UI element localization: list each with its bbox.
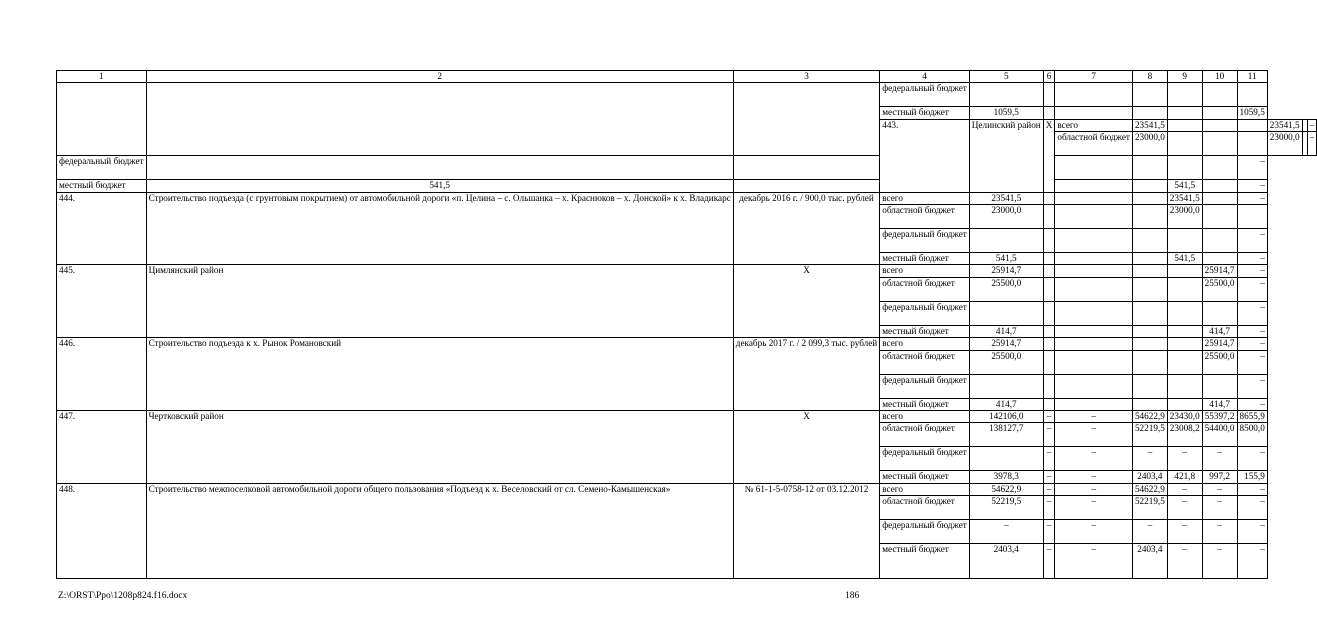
value-cell: –	[1055, 496, 1133, 520]
value-cell: –	[1237, 301, 1267, 325]
column-header-3: 3	[733, 71, 879, 83]
value-cell	[733, 156, 879, 180]
funding-source-cell: всего	[880, 411, 970, 423]
value-cell: 997,2	[1202, 471, 1237, 483]
value-cell	[1132, 107, 1167, 119]
value-cell	[1237, 119, 1267, 131]
value-cell	[1167, 398, 1202, 410]
row-number-cell: 446.	[57, 338, 147, 411]
funding-source-cell: областной бюджет	[1055, 132, 1133, 156]
funding-source-cell: всего	[880, 192, 970, 204]
funding-source-cell: местный бюджет	[880, 325, 970, 337]
value-cell: –	[1237, 277, 1267, 301]
funding-source-cell: федеральный бюджет	[880, 520, 970, 544]
value-cell	[1055, 265, 1133, 277]
value-cell	[1055, 180, 1133, 192]
funding-source-cell: всего	[880, 265, 970, 277]
value-cell	[1132, 205, 1167, 229]
column-header-11: 11	[1237, 71, 1267, 83]
value-cell: –	[1237, 483, 1267, 495]
value-cell: –	[1237, 496, 1267, 520]
value-cell	[1043, 374, 1055, 398]
value-cell	[1202, 301, 1237, 325]
value-cell: –	[1043, 544, 1055, 579]
value-cell	[1167, 338, 1202, 350]
value-cell	[1043, 301, 1055, 325]
value-cell	[1167, 132, 1202, 156]
value-cell	[1202, 119, 1237, 131]
total-value-cell: 3978,3	[969, 471, 1043, 483]
funding-source-cell: всего	[1055, 119, 1133, 131]
deadline-cell: декабрь 2016 г. / 900,0 тыс. рублей	[733, 192, 879, 265]
value-cell: –	[1307, 132, 1317, 156]
value-cell: 2403,4	[1132, 471, 1167, 483]
value-cell	[1132, 374, 1167, 398]
value-cell	[1055, 205, 1133, 229]
value-cell	[1043, 229, 1055, 253]
total-value-cell: 54622,9	[969, 483, 1043, 495]
value-cell: –	[1043, 447, 1055, 471]
table-row	[57, 411, 1317, 423]
value-cell	[1043, 83, 1055, 107]
value-cell: 2403,4	[1132, 544, 1167, 579]
value-cell	[1132, 301, 1167, 325]
total-value-cell: 25500,0	[969, 350, 1043, 374]
value-cell: –	[1307, 119, 1317, 131]
value-cell: –	[1202, 483, 1237, 495]
table-row	[57, 338, 1317, 350]
value-cell	[1167, 229, 1202, 253]
value-cell: –	[1132, 447, 1167, 471]
funding-source-cell: федеральный бюджет	[880, 229, 970, 253]
value-cell: 8500,0	[1237, 423, 1267, 447]
value-cell	[1202, 180, 1237, 192]
deadline-cell: X	[733, 411, 879, 484]
value-cell: –	[1132, 520, 1167, 544]
value-cell	[1237, 132, 1267, 156]
deadline-cell: декабрь 2017 г. / 2 099,3 тыс. рублей	[733, 338, 879, 411]
footer-file-path: Z:\ORST\Ppo\1208p824.f16.docx	[58, 591, 188, 601]
total-value-cell	[969, 301, 1043, 325]
value-cell: –	[1043, 471, 1055, 483]
value-cell: –	[1202, 447, 1237, 471]
value-cell: 52219,5	[1132, 423, 1167, 447]
footer-page-number: 186	[845, 591, 860, 601]
value-cell	[1167, 119, 1202, 131]
value-cell	[1132, 398, 1167, 410]
value-cell: 541,5	[1167, 253, 1202, 265]
value-cell: 155,9	[1237, 471, 1267, 483]
value-cell: –	[1043, 411, 1055, 423]
total-value-cell: 414,7	[969, 398, 1043, 410]
value-cell: –	[1237, 229, 1267, 253]
value-cell	[1132, 325, 1167, 337]
value-cell	[733, 180, 879, 192]
value-cell	[1202, 253, 1237, 265]
row-number-cell: 447.	[57, 411, 147, 484]
value-cell: –	[1237, 156, 1267, 180]
column-header-1: 1	[57, 71, 147, 83]
value-cell: –	[1055, 447, 1133, 471]
value-cell	[1055, 325, 1133, 337]
value-cell	[1237, 205, 1267, 229]
total-value-cell: 414,7	[969, 325, 1043, 337]
table-row	[57, 180, 1317, 192]
total-value-cell	[969, 229, 1043, 253]
row-number-cell: 444.	[57, 192, 147, 265]
value-cell: 541,5	[1167, 180, 1202, 192]
row-number-cell: 448.	[57, 483, 147, 578]
value-cell	[1202, 229, 1237, 253]
value-cell	[1132, 156, 1167, 180]
value-cell	[1167, 374, 1202, 398]
value-cell: –	[1202, 544, 1237, 579]
value-cell	[1167, 301, 1202, 325]
table-row	[57, 192, 1317, 204]
deadline-cell	[733, 83, 879, 156]
value-cell	[1132, 277, 1167, 301]
funding-source-cell: федеральный бюджет	[880, 83, 970, 107]
value-cell	[1043, 398, 1055, 410]
funding-source-cell: федеральный бюджет	[880, 374, 970, 398]
total-value-cell: 138127,7	[969, 423, 1043, 447]
value-cell	[1202, 205, 1237, 229]
value-cell	[1167, 265, 1202, 277]
column-header-5: 5	[969, 71, 1043, 83]
value-cell	[1202, 83, 1237, 107]
funding-source-cell: федеральный бюджет	[57, 156, 147, 180]
column-header-9: 9	[1167, 71, 1202, 83]
funding-source-cell: областной бюджет	[880, 350, 970, 374]
value-cell	[1055, 83, 1133, 107]
funding-source-cell: областной бюджет	[880, 496, 970, 520]
value-cell: –	[1043, 496, 1055, 520]
value-cell: –	[1167, 447, 1202, 471]
value-cell	[1043, 277, 1055, 301]
total-value-cell	[969, 83, 1043, 107]
column-header-10: 10	[1202, 71, 1237, 83]
value-cell	[1202, 374, 1237, 398]
value-cell	[1132, 253, 1167, 265]
funding-source-cell: областной бюджет	[880, 205, 970, 229]
value-cell: –	[1055, 471, 1133, 483]
object-name-cell: Строительство подъезда к х. Рынок Романовский	[146, 338, 733, 411]
value-cell: –	[1237, 253, 1267, 265]
deadline-cell: № 61-1-5-0758-12 от 03.12.2012	[733, 483, 879, 578]
total-value-cell: 25500,0	[969, 277, 1043, 301]
value-cell: 23000,0	[1167, 205, 1202, 229]
value-cell	[1043, 192, 1055, 204]
funding-source-cell: местный бюджет	[880, 253, 970, 265]
row-number-cell: 443.	[880, 119, 970, 192]
total-value-cell	[969, 374, 1043, 398]
value-cell	[1132, 229, 1167, 253]
value-cell: –	[1237, 447, 1267, 471]
funding-source-cell: местный бюджет	[57, 180, 147, 192]
table-row	[57, 156, 1317, 180]
value-cell: –	[1043, 423, 1055, 447]
value-cell: 23541,5	[1167, 192, 1202, 204]
value-cell: –	[1055, 411, 1133, 423]
value-cell	[1055, 350, 1133, 374]
total-value-cell: 25914,7	[969, 338, 1043, 350]
funding-source-cell: всего	[880, 483, 970, 495]
value-cell: –	[1237, 338, 1267, 350]
funding-source-cell: местный бюджет	[880, 471, 970, 483]
value-cell: –	[1055, 544, 1133, 579]
value-cell: –	[1237, 398, 1267, 410]
total-value-cell: 541,5	[146, 180, 733, 192]
value-cell: –	[1237, 544, 1267, 579]
object-name-cell: Чертковский район	[146, 411, 733, 484]
value-cell: 25500,0	[1202, 277, 1237, 301]
value-cell: 25500,0	[1202, 350, 1237, 374]
value-cell: 54622,9	[1132, 483, 1167, 495]
funding-source-cell: местный бюджет	[880, 107, 970, 119]
value-cell: –	[1237, 350, 1267, 374]
value-cell: 1059,5	[1237, 107, 1267, 119]
total-value-cell: 541,5	[969, 253, 1043, 265]
total-value-cell: 23541,5	[969, 192, 1043, 204]
value-cell	[1202, 192, 1237, 204]
value-cell: 8655,9	[1237, 411, 1267, 423]
value-cell: 23008,2	[1167, 423, 1202, 447]
value-cell: –	[1167, 483, 1202, 495]
value-cell: –	[1202, 520, 1237, 544]
value-cell	[1132, 338, 1167, 350]
value-cell	[1167, 83, 1202, 107]
value-cell	[1055, 374, 1133, 398]
value-cell: 23000,0	[1267, 132, 1302, 156]
funding-source-cell: областной бюджет	[880, 423, 970, 447]
value-cell: –	[1237, 180, 1267, 192]
value-cell: –	[1237, 192, 1267, 204]
funding-source-cell: областной бюджет	[880, 277, 970, 301]
value-cell	[1043, 205, 1055, 229]
value-cell	[1055, 229, 1133, 253]
value-cell	[1132, 265, 1167, 277]
value-cell	[1043, 107, 1055, 119]
funding-source-cell: местный бюджет	[880, 398, 970, 410]
value-cell: 23541,5	[1267, 119, 1302, 131]
total-value-cell: 1059,5	[969, 107, 1043, 119]
deadline-cell: X	[1043, 119, 1055, 192]
value-cell	[1043, 325, 1055, 337]
value-cell: 54622,9	[1132, 411, 1167, 423]
value-cell	[1055, 301, 1133, 325]
budget-table	[56, 70, 1317, 579]
value-cell: –	[1237, 325, 1267, 337]
value-cell	[1043, 350, 1055, 374]
header-row	[57, 71, 1317, 83]
value-cell: –	[1055, 520, 1133, 544]
value-cell	[1055, 107, 1133, 119]
object-name-cell: Строительство межпоселковой автомобильной дороги общего пользования «Подъезд к х. Веселовский от сл. Семено-Камышенская»	[146, 483, 733, 578]
value-cell	[1132, 350, 1167, 374]
value-cell: –	[1202, 496, 1237, 520]
value-cell	[1055, 277, 1133, 301]
value-cell	[1043, 265, 1055, 277]
value-cell	[1055, 253, 1133, 265]
value-cell	[1202, 132, 1237, 156]
value-cell: 414,7	[1202, 398, 1237, 410]
value-cell: –	[1237, 265, 1267, 277]
value-cell: 25914,7	[1202, 338, 1237, 350]
funding-source-cell: федеральный бюджет	[880, 301, 970, 325]
column-header-8: 8	[1132, 71, 1167, 83]
column-header-2: 2	[146, 71, 733, 83]
value-cell	[1167, 107, 1202, 119]
value-cell	[1055, 156, 1133, 180]
value-cell: 25914,7	[1202, 265, 1237, 277]
total-value-cell: 25914,7	[969, 265, 1043, 277]
deadline-cell: X	[733, 265, 879, 338]
column-header-7: 7	[1055, 71, 1133, 83]
value-cell: 421,8	[1167, 471, 1202, 483]
value-cell: –	[1055, 483, 1133, 495]
total-value-cell: 23000,0	[1132, 132, 1167, 156]
value-cell: –	[1043, 520, 1055, 544]
value-cell	[1202, 156, 1237, 180]
value-cell	[1167, 277, 1202, 301]
total-value-cell: 2403,4	[969, 544, 1043, 579]
value-cell	[1202, 107, 1237, 119]
value-cell: –	[1167, 520, 1202, 544]
value-cell: 52219,5	[1132, 496, 1167, 520]
value-cell	[1167, 156, 1202, 180]
value-cell: –	[1043, 483, 1055, 495]
funding-source-cell: местный бюджет	[880, 544, 970, 579]
value-cell	[1167, 325, 1202, 337]
value-cell	[1132, 180, 1167, 192]
value-cell: 414,7	[1202, 325, 1237, 337]
funding-source-cell: всего	[880, 338, 970, 350]
value-cell	[1043, 338, 1055, 350]
value-cell: –	[1055, 423, 1133, 447]
value-cell: –	[1237, 374, 1267, 398]
total-value-cell	[146, 156, 733, 180]
value-cell: –	[1167, 496, 1202, 520]
table-row	[57, 483, 1317, 495]
value-cell	[1132, 192, 1167, 204]
funding-source-cell: федеральный бюджет	[880, 447, 970, 471]
total-value-cell: 23541,5	[1132, 119, 1167, 131]
object-name-cell: Целинский район	[969, 119, 1043, 192]
value-cell: –	[1237, 520, 1267, 544]
column-header-6: 6	[1043, 71, 1055, 83]
value-cell	[1167, 350, 1202, 374]
row-number-cell	[57, 83, 147, 156]
value-cell	[1055, 398, 1133, 410]
total-value-cell: –	[969, 520, 1043, 544]
total-value-cell: 142106,0	[969, 411, 1043, 423]
row-number-cell: 445.	[57, 265, 147, 338]
object-name-cell	[146, 83, 733, 156]
total-value-cell: 23000,0	[969, 205, 1043, 229]
column-header-4: 4	[880, 71, 970, 83]
value-cell: 54400,0	[1202, 423, 1237, 447]
value-cell	[1237, 83, 1267, 107]
total-value-cell: 52219,5	[969, 496, 1043, 520]
table-row	[57, 265, 1317, 277]
value-cell	[1055, 338, 1133, 350]
value-cell: 55397,2	[1202, 411, 1237, 423]
value-cell	[1043, 253, 1055, 265]
object-name-cell: Цимлянский район	[146, 265, 733, 338]
value-cell: 23430,0	[1167, 411, 1202, 423]
table-row	[57, 83, 1317, 107]
value-cell	[1132, 83, 1167, 107]
value-cell	[1055, 192, 1133, 204]
object-name-cell: Строительство подъезда (с грунтовым покрытием) от автомобильной дороги «п. Целина – с. Ольшанка – х. Краснюков – х. Донской» к х. Владикарс	[146, 192, 733, 265]
total-value-cell	[969, 447, 1043, 471]
value-cell: –	[1167, 544, 1202, 579]
